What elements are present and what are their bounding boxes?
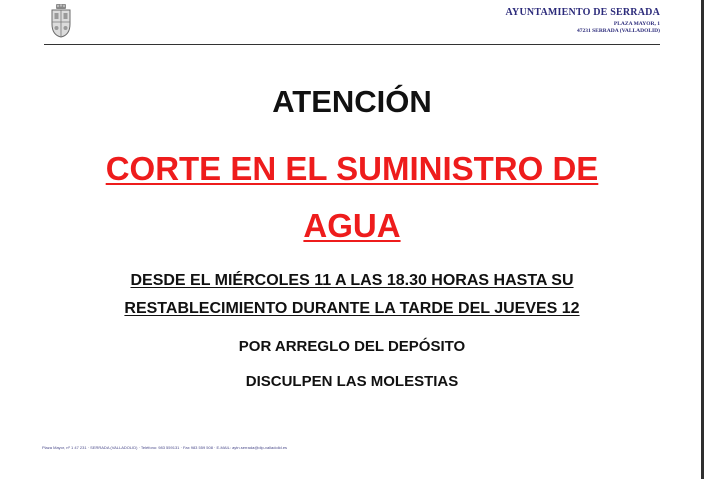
town-hall-street: PLAZA MAYOR, 1 xyxy=(613,20,660,27)
town-hall-city: 47231 SERRADA (VALLADOLID) xyxy=(576,28,660,35)
attention-heading: ATENCIÓN xyxy=(272,84,432,119)
headline-line-1: CORTE EN EL SUMINISTRO DE xyxy=(105,150,599,187)
header-divider xyxy=(44,44,660,45)
reason-text: POR ARREGLO DEL DEPÓSITO xyxy=(238,338,466,355)
period-line-2: RESTABLECIMIENTO DURANTE LA TARDE DEL JUEVES 12 xyxy=(124,300,580,317)
apology-text: DISCULPEN LAS MOLESTIAS xyxy=(245,373,459,390)
headline-line-2: AGUA xyxy=(303,207,401,244)
town-hall-name: AYUNTAMIENTO DE SERRADA xyxy=(505,7,660,18)
footer-contact: Plaza Mayor, nº 1 47 231 · SERRADA (VALLADOLID) · Teléfono: 983 559131 · Fax 983 559 508 · E-MAIL: aytn.serrada@dip-valladolid.es xyxy=(42,445,288,450)
period-line-1: DESDE EL MIÉRCOLES 11 A LAS 18.30 HORAS HASTA SU xyxy=(130,272,574,289)
town-coat-of-arms-icon xyxy=(50,4,72,38)
letterhead xyxy=(506,8,660,35)
